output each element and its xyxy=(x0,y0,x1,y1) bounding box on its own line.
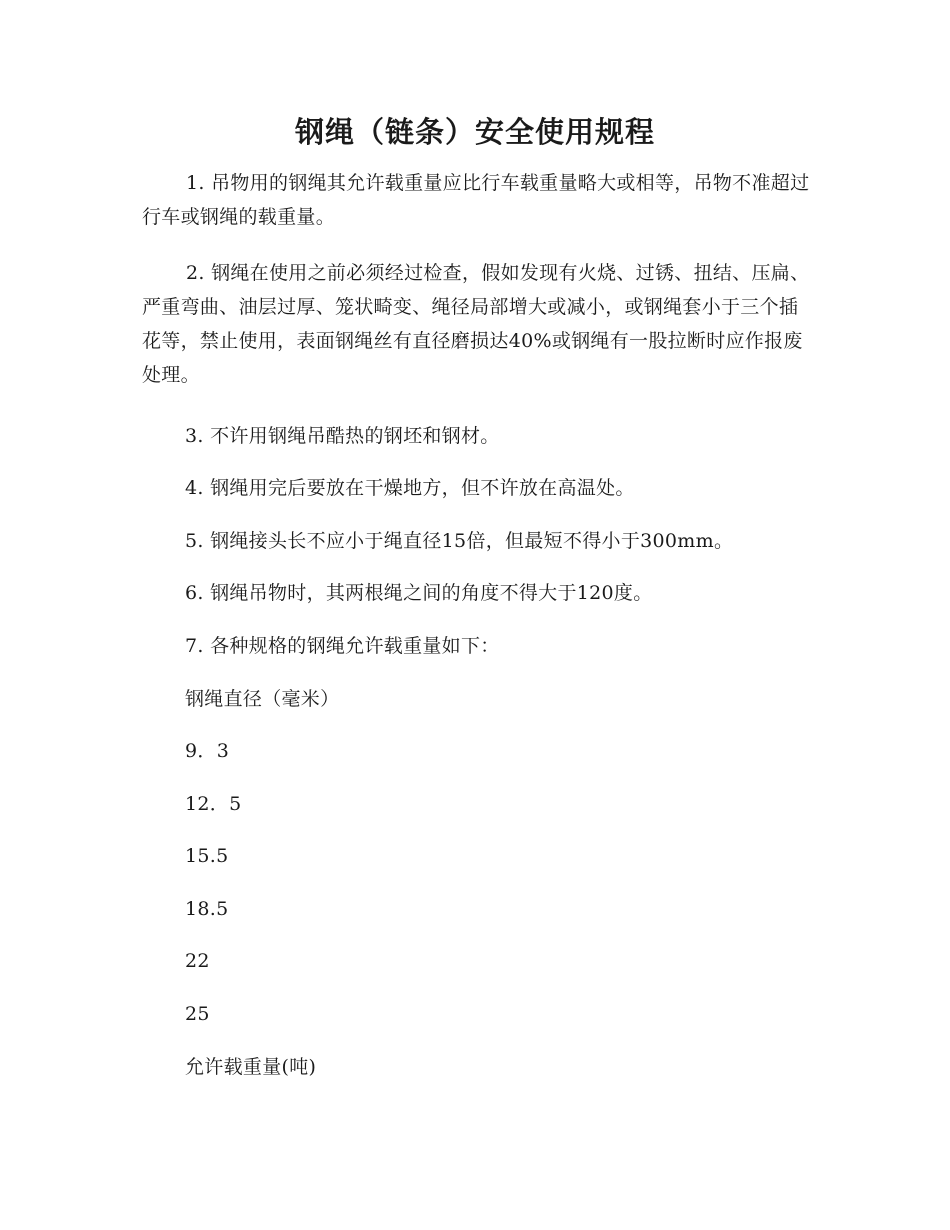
paragraph-2 xyxy=(142,256,810,392)
rule-3: 3. 不许用钢绳吊酷热的钢坯和钢材。 xyxy=(185,425,500,447)
diameter-header: 钢绳直径（毫米） xyxy=(185,688,340,710)
paragraph-2-text: 2. 钢绳在使用之前必须经过检查，假如发现有火烧、过锈、扭结、压扁、严重弯曲、油层过厚、笼状畸变、绳径局部增大或减小，或钢绳套小于三个插花等，禁止使用，表面钢绳丝有直径磨损达40%或钢绳有一股拉断时应作报废处理。 xyxy=(142,262,810,386)
diameter-value: 18.5 xyxy=(185,898,229,920)
load-header: 允许载重量(吨) xyxy=(185,1056,317,1078)
diameter-value: 22 xyxy=(185,950,210,972)
rule-6: 6. 钢绳吊物时，其两根绳之间的角度不得大于120度。 xyxy=(185,582,653,604)
rule-7: 7. 各种规格的钢绳允许载重量如下： xyxy=(185,635,500,657)
diameter-value: 9．3 xyxy=(185,740,230,762)
diameter-value: 12．5 xyxy=(185,793,242,815)
rule-5: 5. 钢绳接头长不应小于绳直径15倍，但最短不得小于300mm。 xyxy=(185,530,734,552)
paragraph-1-text: 1. 吊物用的钢绳其允许载重量应比行车载重量略大或相等，吊物不准超过行车或钢绳的载重量。 xyxy=(142,172,810,228)
document-title: 钢绳（链条）安全使用规程 xyxy=(294,115,655,149)
paragraph-1 xyxy=(142,166,810,234)
rule-4: 4. 钢绳用完后要放在干燥地方，但不许放在高温处。 xyxy=(185,477,635,499)
diameter-value: 25 xyxy=(185,1003,210,1025)
diameter-value: 15.5 xyxy=(185,845,229,867)
